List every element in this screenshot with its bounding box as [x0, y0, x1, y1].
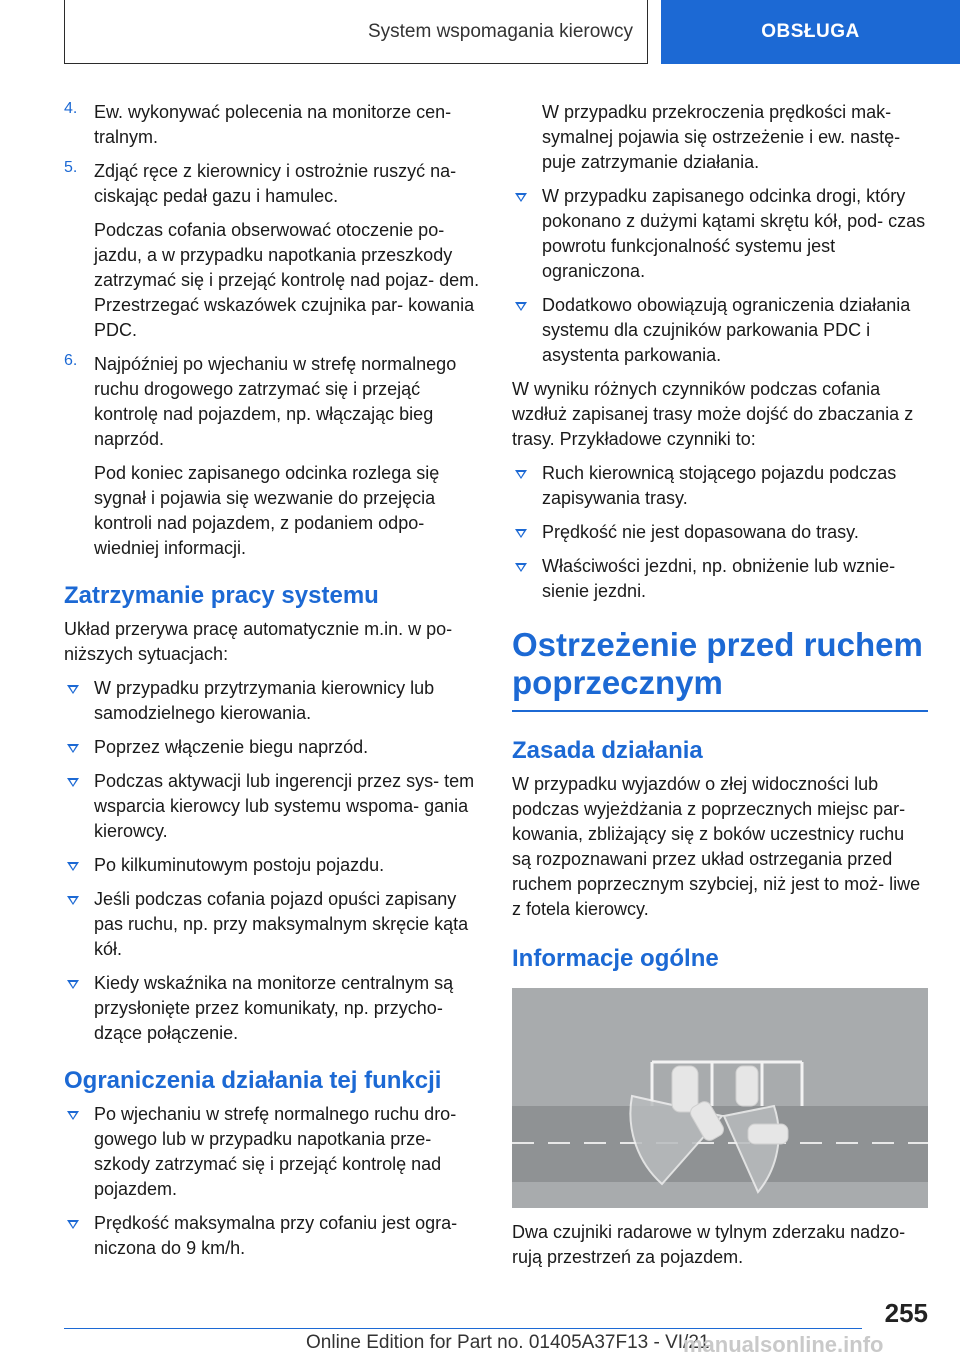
step-number: 4. [64, 100, 78, 117]
header-section-box [64, 0, 648, 64]
limits-list [64, 1102, 480, 1261]
deviation-text: W wyniku różnych czynników podczas cofania wzdłuż zapisanej trasy może dojść do zbaczania z trasy. Przykładowe czynniki to: [512, 379, 914, 449]
list-item-text: W przypadku przytrzymania kierownicy lub samodzielnego kierowania. [94, 678, 435, 723]
list-item [64, 1102, 480, 1202]
footer-divider [64, 1328, 862, 1329]
deviation-list [512, 461, 928, 604]
list-item-text: Kiedy wskaźnika na monitorze centralnym są przysłonięte przez komunikaty, np. przycho- dzące połączenie. [94, 973, 454, 1043]
list-item [64, 887, 480, 962]
list-item-text: Jeśli podczas cofania pojazd opuści zapisany pas ruchu, np. przy maksymalnym skręcie kąta kół. [94, 889, 469, 959]
main-heading: Ostrzeżenie przed ruchem poprzecznym [512, 626, 928, 712]
step-note: Pod koniec zapisanego odcinka rozlega się sygnał i pojawia się wezwanie do przejęcia kontroli nad pojazdem, z podaniem odpo- wiedniej informacji. [94, 463, 440, 558]
bullet-triangle-icon [515, 563, 527, 572]
bullet-triangle-icon [67, 744, 79, 753]
bullet-triangle-icon [515, 302, 527, 311]
bullet-triangle-icon [67, 778, 79, 787]
step-text: Ew. wykonywać polecenia na monitorze cen- tralnym. [94, 102, 452, 147]
step-item [64, 159, 480, 343]
bullet-triangle-icon [515, 193, 527, 202]
radar-illustration [512, 988, 928, 1208]
bullet-triangle-icon [67, 980, 79, 989]
footer-edition: Online Edition for Part no. 01405A37F13 - VI/21 [306, 1332, 710, 1353]
step-text: Najpóźniej po wjechaniu w strefę normalnego ruchu drogowego zatrzymać się i przejąć kontrolę nad pojazdem, np. włączając bieg naprzód. [94, 354, 457, 449]
list-item [512, 293, 928, 368]
list-item-text: Ruch kierownicą stojącego pojazdu podczas zapisywania trasy. [542, 463, 897, 508]
stop-intro: Układ przerywa pracę automatycznie m.in. w po- niższych sytuacjach: [64, 619, 453, 664]
header-section-title: System wspomagania kierowcy [367, 20, 633, 42]
figure-caption: Dwa czujniki radarowe w tylnym zderzaku nadzo- rują przestrzeń za pojazdem. [512, 1222, 906, 1267]
bullet-triangle-icon [67, 1111, 79, 1120]
list-item [512, 554, 928, 604]
page-number: 255 [884, 1298, 928, 1328]
list-item [64, 769, 480, 844]
stop-list [64, 676, 480, 1046]
list-item [64, 676, 480, 726]
bullet-triangle-icon [67, 896, 79, 905]
continued-text: W przypadku przekroczenia prędkości mak- symalnej pojawia się ostrzeżenie i ew. nastę- puje zatrzymanie działania. [542, 102, 901, 172]
principle-text: W przypadku wyjazdów o złej widoczności lub podczas wyjeżdżania z poprzecznych miejsc par- kowania, zbliżający się z boków uczestnicy ruchu są rozpoznawani przez układ ostrzegania przed ruchem poprzecznym szybciej, niż jest to moż- liwe z fotela kierowcy. [512, 774, 921, 919]
header-chapter-label: OBSŁUGA [761, 21, 860, 42]
step-item [64, 100, 480, 150]
list-item-text: W przypadku zapisanego odcinka drogi, który pokonano z dużymi kątami skrętu kół, pod- czas powrotu funkcjonalność systemu jest ograniczona. [542, 186, 926, 281]
step-item [64, 352, 480, 561]
general-heading: Informacje ogólne [512, 945, 719, 972]
list-item-text: Poprzez włączenie biegu naprzód. [94, 737, 369, 757]
list-item-text: Prędkość maksymalna przy cofaniu jest ogra- niczona do 9 km/h. [94, 1213, 458, 1258]
step-note: Podczas cofania obserwować otoczenie po- jazdu, a w przypadku napotkania przeszkody zatrzymać się i przejąć kontrolę nad pojaz- dem. Przestrzegać wskazówek czujnika par- kowania PDC. [94, 220, 480, 340]
stop-heading: Zatrzymanie pracy systemu [64, 582, 379, 609]
step-number: 5. [64, 159, 78, 176]
cross-traffic-radar-diagram [512, 988, 928, 1208]
list-item-text: Po wjechaniu w strefę normalnego ruchu dro- gowego lub w przypadku napotkania prze- szkody zatrzymać się i przejąć kontrolę nad pojazdem. [94, 1104, 457, 1199]
bullet-triangle-icon [515, 529, 527, 538]
left-column [64, 100, 480, 1270]
list-item [512, 461, 928, 511]
list-item-text: Po kilkuminutowym postoju pojazdu. [94, 855, 385, 875]
list-item-text: Prędkość nie jest dopasowana do trasy. [542, 522, 859, 542]
principle-heading: Zasada działania [512, 737, 703, 764]
limits-heading: Ograniczenia działania tej funkcji [64, 1067, 442, 1094]
bullet-triangle-icon [67, 862, 79, 871]
watermark-logo: manualsonline.info [683, 1332, 884, 1357]
list-item-text: Właściwości jezdni, np. obniżenie lub wznie- sienie jezdni. [542, 556, 896, 601]
bullet-triangle-icon [67, 1220, 79, 1229]
list-item [64, 971, 480, 1046]
header-chapter-tab[interactable] [661, 0, 960, 64]
list-item [64, 735, 480, 760]
list-item [512, 520, 928, 545]
step-number: 6. [64, 352, 78, 369]
bullet-triangle-icon [515, 470, 527, 479]
limits-list-continued [512, 184, 928, 368]
bullet-triangle-icon [67, 685, 79, 694]
list-item [512, 184, 928, 284]
list-item-text: Podczas aktywacji lub ingerencji przez sys- tem wsparcia kierowcy lub systemu wspoma- gania kierowcy. [94, 771, 475, 841]
list-item [64, 853, 480, 878]
list-item-text: Dodatkowo obowiązują ograniczenia działania systemu dla czujników parkowania PDC i asystenta parkowania. [542, 295, 911, 365]
list-item [64, 1211, 480, 1261]
right-column [512, 100, 928, 1270]
step-text: Zdjąć ręce z kierownicy i ostrożnie ruszyć na- ciskając pedał gazu i hamulec. [94, 161, 457, 206]
